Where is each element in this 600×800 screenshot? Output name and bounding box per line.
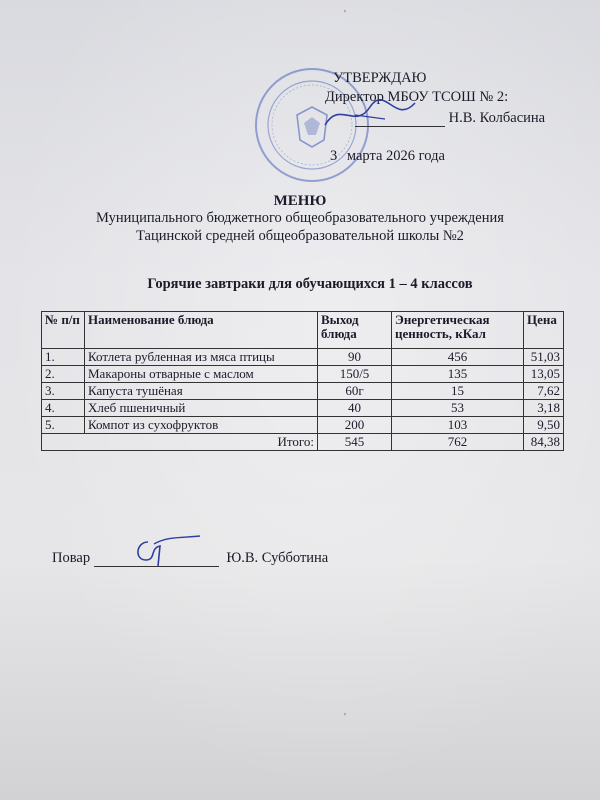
header-price: Цена [524, 312, 564, 349]
approval-heading: УТВЕРЖДАЮ [333, 70, 427, 86]
table-row [42, 400, 564, 417]
header-yield: Выход блюда [318, 312, 392, 349]
approval-date [330, 148, 445, 165]
dish-name: Капуста тушёная [85, 383, 318, 400]
table-row [42, 417, 564, 434]
dish-yield: 150/5 [318, 366, 392, 383]
dish-energy: 15 [392, 383, 524, 400]
cook-signature [128, 530, 208, 570]
total-label: Итого: [42, 434, 318, 451]
dish-name: Хлеб пшеничный [85, 400, 318, 417]
dish-yield: 90 [318, 349, 392, 366]
director-signature [315, 95, 425, 135]
total-yield: 545 [318, 434, 392, 451]
row-number: 3. [42, 383, 85, 400]
menu-subtitle: Горячие завтраки для обучающихся 1 – 4 классов [147, 276, 473, 292]
dish-yield: 60г [318, 383, 392, 400]
dish-price: 7,62 [524, 383, 564, 400]
total-energy: 762 [392, 434, 524, 451]
row-number: 5. [42, 417, 85, 434]
header-energy: Энергетическая ценность, кКал [392, 312, 524, 349]
header-number: № п/п [42, 312, 85, 349]
table-row [42, 349, 564, 366]
dish-price: 13,05 [524, 366, 564, 383]
dish-price: 51,03 [524, 349, 564, 366]
table-header-row [42, 312, 564, 349]
institution-line-1: Муниципального бюджетного общеобразовательного учреждения [96, 210, 504, 226]
dish-yield: 40 [318, 400, 392, 417]
menu-table [41, 311, 564, 451]
fold-mark: ' [344, 711, 346, 723]
dish-name: Котлета рубленная из мяса птицы [85, 349, 318, 366]
dish-energy: 103 [392, 417, 524, 434]
dish-yield: 200 [318, 417, 392, 434]
total-row [42, 434, 564, 451]
header-dish-name: Наименование блюда [85, 312, 318, 349]
director-name: Н.В. Колбасина [448, 110, 546, 126]
institution-line-2: Тацинской средней общеобразовательной школы №2 [136, 228, 464, 244]
table-row [42, 383, 564, 400]
date-day: 3 [330, 148, 338, 164]
dish-name: Макароны отварные с маслом [85, 366, 318, 383]
fold-mark: ' [344, 8, 346, 20]
dish-energy: 53 [392, 400, 524, 417]
row-number: 1. [42, 349, 85, 366]
total-price: 84,38 [524, 434, 564, 451]
row-number: 4. [42, 400, 85, 417]
date-rest: марта 2026 года [346, 148, 445, 164]
dish-energy: 135 [392, 366, 524, 383]
table-row [42, 366, 564, 383]
row-number: 2. [42, 366, 85, 383]
dish-energy: 456 [392, 349, 524, 366]
approval-position: Директор МБОУ ТСОШ № 2: [325, 89, 509, 105]
cook-label: Повар [52, 550, 91, 566]
dish-name: Компот из сухофруктов [85, 417, 318, 434]
dish-price: 9,50 [524, 417, 564, 434]
page-title: МЕНЮ [273, 193, 327, 209]
dish-price: 3,18 [524, 400, 564, 417]
cook-name: Ю.В. Субботина [226, 550, 329, 566]
